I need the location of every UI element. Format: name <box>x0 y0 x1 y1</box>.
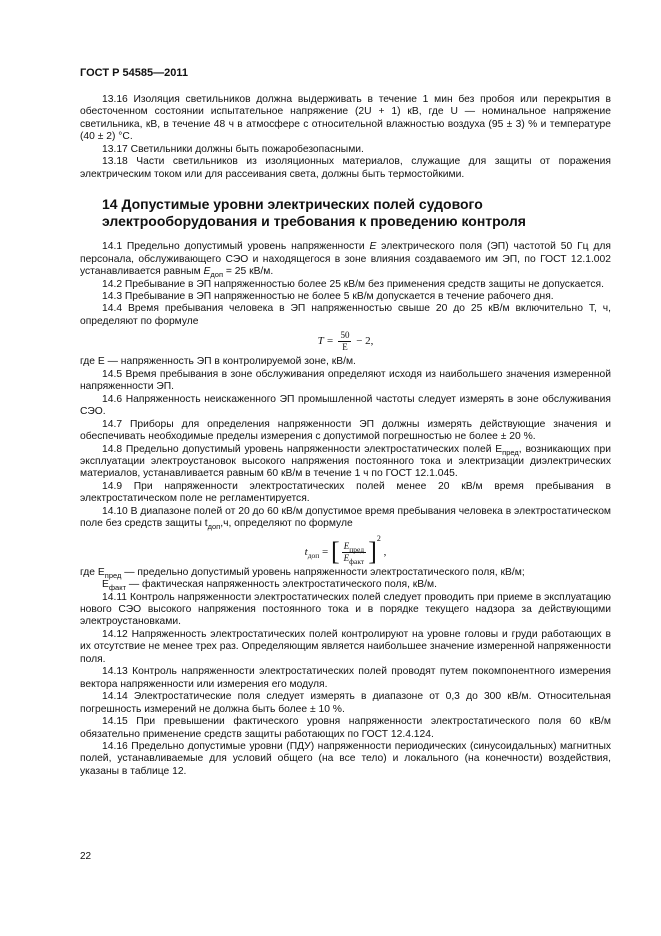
formula1-denominator: E <box>342 342 348 353</box>
formula2-right-bracket: ] <box>368 536 377 566</box>
clause-14-16: 14.16 Предельно допустимые уровни (ПДУ) напряженности периодических (синусоидальных) магнитных полей, устанавливаемые для условий общего (на все тело) и локального (на конечности) воздействия, указаны в таблице 12. <box>80 741 611 777</box>
symbol-e-dop: E <box>203 266 211 278</box>
clause-14-2: 14.2 Пребывание в ЭП напряженностью более 25 кВ/м без применения средств защиты не допускается. <box>102 278 604 290</box>
clause-13-16: 13.16 Изоляция светильников должна выдерживать в течение 1 мин без пробоя или перекрытия в обесточенном состоянии испытательное напряжение (2U + 1) кВ, где U — номинальное напряжение светильника, кВ, в течение 48 ч в атмосфере с относительной влажностью воздуха (95 ± 3) % и температуре (40 ± 2) °С. <box>80 94 611 143</box>
clause-14-8-text-b: , возникающих при эксплуатации электроустановок высокого напряжения постоянного тока и электризации диэлектрических материалов, устанавливается равным 60 кВ/м в течение 1 ч по ГОСТ 12.1.045. <box>80 443 611 480</box>
clause-14-12: 14.12 Напряженность электростатических полей контролируют на уровне головы и груди работающих в их отсутствие не менее трех раз. Определяющим является наибольшее значение измеренной напряженности поля. <box>80 628 611 665</box>
where-b-sub: факт <box>108 583 127 593</box>
clause-14-4: 14.4 Время пребывания человека в ЭП напряженностью свыше 20 до 25 кВ/м включительно T, ч, определяют по формуле <box>80 303 611 327</box>
clause-13-17: 13.17 Светильники должны быть пожаробезопасными. <box>102 143 364 155</box>
where-e-definition: где E — напряженность ЭП в контролируемой зоне, кВ/м. <box>80 356 356 368</box>
where-a-text-1: где E <box>80 566 105 578</box>
formula2-num-e: E <box>343 540 350 551</box>
formula2-den-e: E <box>343 552 350 563</box>
clause-14-6: 14.6 Напряженность неискаженного ЭП промышленной частоты следует измерять в зоне обслуживания СЭО. <box>80 393 611 418</box>
clause-14-11: 14.11 Контроль напряженности электростатических полей следует проводить при приеме в эксплуатацию нового СЭО высокого напряжения постоянного тока и в порядке текущего надзора за действующими электроустановками. <box>80 591 611 628</box>
clause-14-1-text-c: = 25 кВ/м. <box>223 266 274 278</box>
document-body <box>80 94 611 778</box>
symbol-e: E <box>369 241 377 253</box>
formula1-numerator: 50 <box>340 330 350 341</box>
subscript-pred: пред <box>502 447 519 457</box>
clause-14-10 <box>80 506 611 531</box>
formula2-exponent: 2 <box>376 533 381 543</box>
formula2-denominator <box>342 553 367 564</box>
where-b-text-2: — фактическая напряженность электростатического поля, кВ/м. <box>126 579 437 591</box>
clause-14-7: 14.7 Приборы для определения напряженности ЭП должны измерять действующие значения и обеспечивать необходимые пределы измерения с допустимой погрешностью не более ± 20 %. <box>80 418 611 443</box>
clause-14-8-text-a: 14.8 Предельно допустимый уровень напряженности электростатических полей E <box>102 443 503 455</box>
clause-14-15: 14.15 При превышении фактического уровня напряженности электростатического поля 60 кВ/м обязательно применение средств защиты работающих по ГОСТ 12.4.124. <box>80 716 611 740</box>
formula2-num-sub: пред <box>349 544 365 554</box>
subscript-dop-2: доп <box>207 522 221 532</box>
formula1-rhs: − 2, <box>356 335 374 348</box>
clause-14-1-text-b: электрического поля (ЭП) частотой 50 Гц для персонала, обслуживающего СЭО и находящегося в зоне влияния создаваемого им ЭП, по ГОСТ 12.1.002 устанавливается равным <box>80 241 611 278</box>
clause-14-10-text-a: 14.10 В диапазоне полей от 20 до 60 кВ/м допустимое время пребывания человека в электростатическом поле без средств защиты t <box>80 505 611 530</box>
formula2-lhs-sub: доп <box>307 550 320 560</box>
clause-14-5: 14.5 Время пребывания в зоне обслуживания определяют исходя из наибольшего значения измеренной напряженности ЭП. <box>80 368 611 393</box>
section-14-title: 14 Допустимые уровни электрических полей судового электрооборудования и требования к проведению контроля <box>102 196 526 230</box>
clause-14-1 <box>80 241 611 278</box>
formula1-fraction <box>338 330 351 353</box>
formula2-tail: , <box>383 545 387 558</box>
document-code-header: ГОСТ Р 54585—2011 <box>80 67 188 79</box>
clause-14-3: 14.3 Пребывание в ЭП напряженностью не более 5 кВ/м допускается в течение рабочего дня. <box>102 290 554 302</box>
clause-14-14: 14.14 Электростатические поля следует измерять в диапазоне от 0,3 до 300 кВ/м. Относительная погрешность измерений не должна быть более ± 10 %. <box>80 691 611 715</box>
formula-time-t <box>80 330 611 353</box>
formula2-lhs: t <box>304 545 308 558</box>
formula2-equals: = <box>322 545 329 558</box>
formula2-den-sub: факт <box>349 556 365 566</box>
where-b-text-1: E <box>102 579 109 591</box>
clause-14-8 <box>80 444 611 481</box>
clause-14-9: 14.9 При напряженности электростатических полей менее 20 кВ/м время пребывания в электростатическом поле не регламентируется. <box>80 480 611 505</box>
formula2-fraction <box>342 541 367 564</box>
where-e-fakt-definition <box>80 579 611 591</box>
where-a-text-2: — предельно допустимый уровень напряженности электростатического поля, кВ/м; <box>121 566 525 578</box>
subscript-dop: доп <box>210 270 224 280</box>
formula2-left-bracket: [ <box>331 536 340 566</box>
where-a-sub: пред <box>104 570 122 580</box>
formula1-lhs: T = <box>317 335 334 348</box>
where-e-pred-definition <box>80 567 611 579</box>
formula2-numerator <box>342 541 367 553</box>
formula-time-tdop <box>80 533 611 564</box>
clause-14-1-text-a: 14.1 Предельно допустимый уровень напряженности <box>102 241 370 253</box>
clause-14-10-text-b: ,ч, определяют по формуле <box>220 518 353 530</box>
clause-14-13: 14.13 Контроль напряженности электростатических полей проводят путем покомпонентного измерения вектора напряженности или измерения его модуля. <box>80 666 611 690</box>
page-number: 22 <box>80 851 92 862</box>
clause-13-18: 13.18 Части светильников из изоляционных материалов, служащие для защиты от поражения электрическим током или для рассеивания света, должны быть термостойкими. <box>80 156 611 180</box>
